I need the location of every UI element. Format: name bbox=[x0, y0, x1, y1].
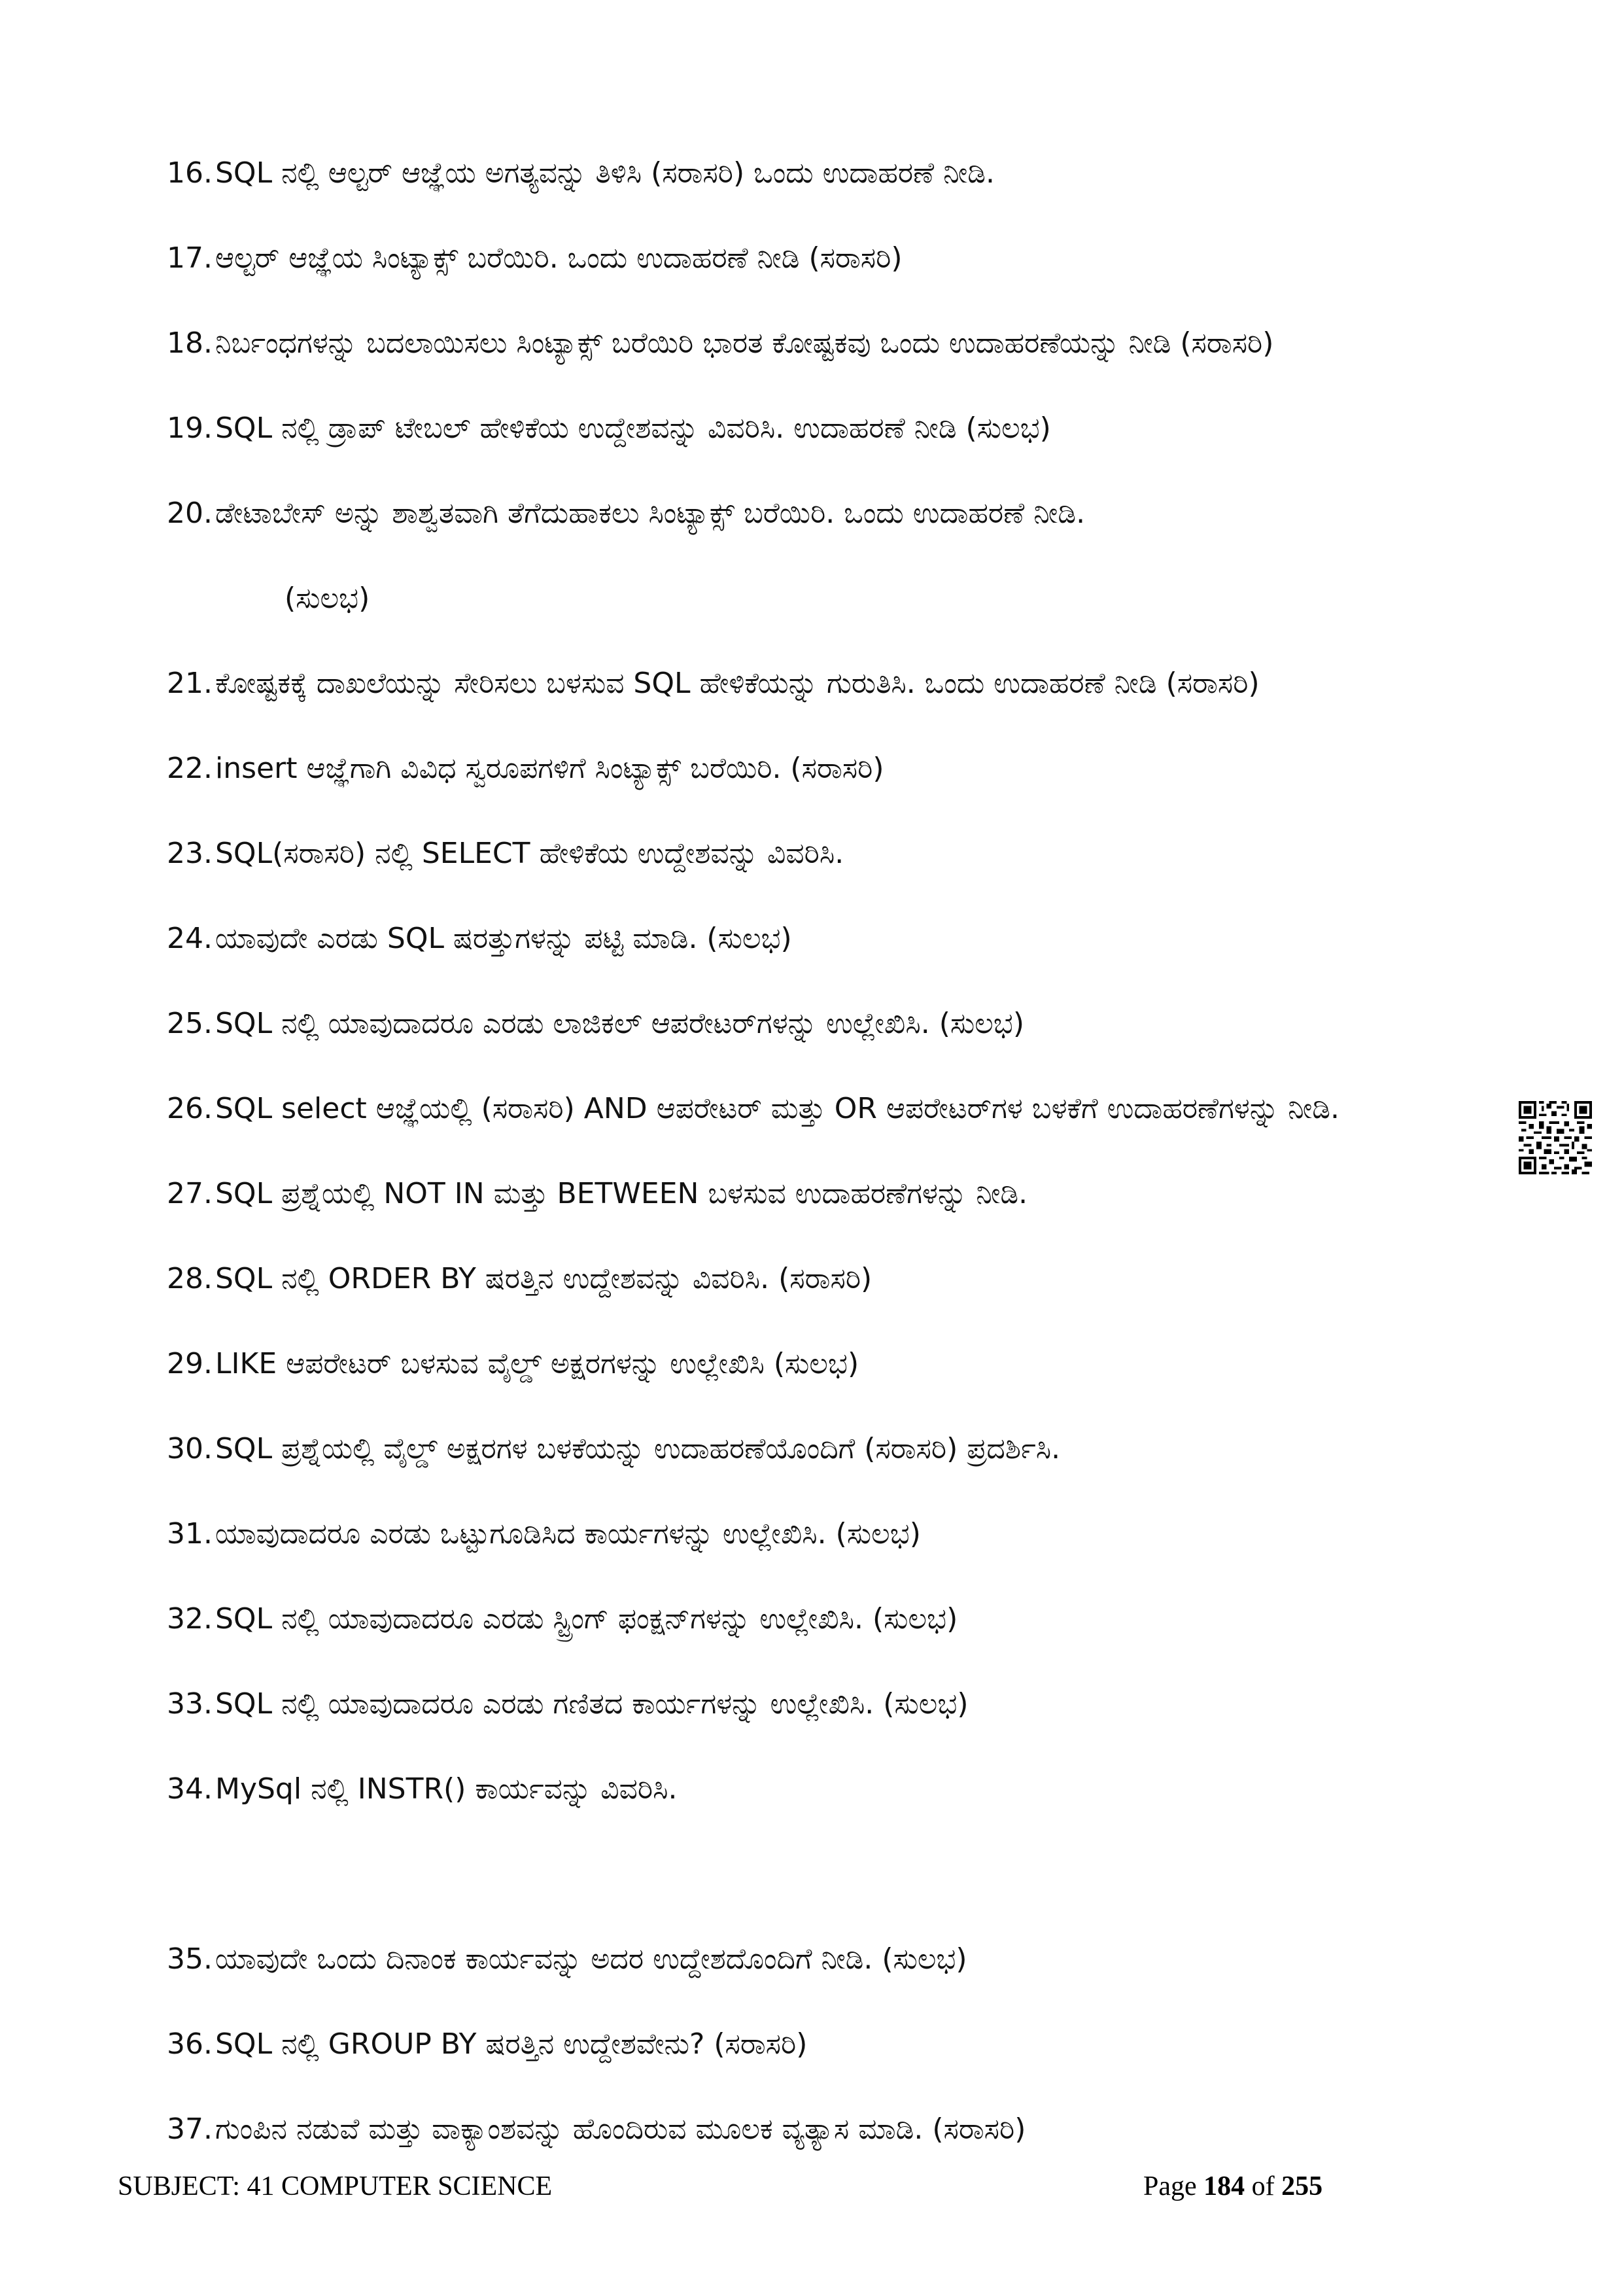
page-total: 255 bbox=[1281, 2171, 1323, 2201]
question-34 bbox=[167, 1770, 677, 1809]
question-text: SQL(ಸರಾಸರಿ) ನಲ್ಲಿ SELECT ಹೇಳಿಕೆಯ ಉದ್ದೇಶವನ್ನು ವಿವರಿಸಿ. bbox=[215, 837, 844, 870]
question-number: 34. bbox=[167, 1772, 213, 1806]
question-text: SQL ನಲ್ಲಿ ಯಾವುದಾದರೂ ಎರಡು ಗಣಿತದ ಕಾರ್ಯಗಳನ್ನು ಉಲ್ಲೇಖಿಸಿ. (ಸುಲಭ) bbox=[215, 1687, 969, 1721]
question-number: 22. bbox=[167, 752, 213, 785]
page-footer bbox=[118, 2171, 1624, 2210]
question-22 bbox=[167, 749, 884, 788]
question-29 bbox=[167, 1344, 859, 1384]
question-30 bbox=[167, 1429, 1060, 1469]
question-23 bbox=[167, 834, 844, 873]
question-text: SQL ನಲ್ಲಿ ORDER BY ಷರತ್ತಿನ ಉದ್ದೇಶವನ್ನು ವಿವರಿಸಿ. (ಸರಾಸರಿ) bbox=[215, 1262, 872, 1295]
question-text: MySql ನಲ್ಲಿ INSTR() ಕಾರ್ಯವನ್ನು ವಿವರಿಸಿ. bbox=[215, 1772, 678, 1806]
question-25 bbox=[167, 1004, 1024, 1043]
question-21 bbox=[167, 664, 1260, 703]
question-number: 19. bbox=[167, 412, 213, 445]
question-number: 25. bbox=[167, 1007, 213, 1040]
question-number: 35. bbox=[167, 1942, 213, 1976]
question-text: ಯಾವುದಾದರೂ ಎರಡು ಒಟ್ಟುಗೂಡಿಸಿದ ಕಾರ್ಯಗಳನ್ನು ಉಲ್ಲೇಖಿಸಿ. (ಸುಲಭ) bbox=[215, 1517, 921, 1550]
question-17 bbox=[167, 239, 903, 278]
question-26 bbox=[167, 1089, 1339, 1129]
question-text: ನಿರ್ಬಂಧಗಳನ್ನು ಬದಲಾಯಿಸಲು ಸಿಂಟ್ಯಾಕ್ಸ್ ಬರೆಯಿರಿ ಭಾರತ ಕೋಷ್ಟಕವು ಒಂದು ಉದಾಹರಣೆಯನ್ನು ನೀಡಿ (ಸರಾಸರಿ) bbox=[215, 326, 1274, 360]
question-text: ಕೋಷ್ಟಕಕ್ಕೆ ದಾಖಲೆಯನ್ನು ಸೇರಿಸಲು ಬಳಸುವ SQL ಹೇಳಿಕೆಯನ್ನು ಗುರುತಿಸಿ. ಒಂದು ಉದಾಹರಣೆ ನೀಡಿ (ಸರಾಸರಿ) bbox=[215, 667, 1260, 700]
question-32 bbox=[167, 1600, 958, 1639]
question-number: 26. bbox=[167, 1092, 213, 1125]
question-number: 17. bbox=[167, 241, 213, 275]
question-text: SQL ನಲ್ಲಿ ಆಲ್ಟರ್ ಆಜ್ಞೆಯ ಅಗತ್ಯವನ್ನು ತಿಳಿಸಿ (ಸರಾಸರಿ) ಒಂದು ಉದಾಹರಣೆ ನೀಡಿ. bbox=[215, 156, 995, 190]
question-number: 37. bbox=[167, 2112, 213, 2146]
question-number: 24. bbox=[167, 922, 213, 955]
question-37 bbox=[167, 2110, 1026, 2149]
question-24 bbox=[167, 919, 792, 958]
question-text: SQL select ಆಜ್ಞೆಯಲ್ಲಿ (ಸರಾಸರಿ) AND ಆಪರೇಟರ್ ಮತ್ತು OR ಆಪರೇಟರ್‌ಗಳ ಬಳಕೆಗೆ ಉದಾಹರಣೆಗಳನ್ನು ನೀಡಿ. bbox=[215, 1092, 1339, 1125]
question-number: 31. bbox=[167, 1517, 213, 1550]
page-of: of bbox=[1245, 2171, 1282, 2201]
question-35 bbox=[167, 1940, 967, 1979]
question-text: ಡೇಟಾಬೇಸ್ ಅನ್ನು ಶಾಶ್ವತವಾಗಿ ತೆಗೆದುಹಾಕಲು ಸಿಂಟ್ಯಾಕ್ಸ್ ಬರೆಯಿರಿ. ಒಂದು ಉದಾಹರಣೆ ನೀಡಿ. bbox=[215, 497, 1086, 530]
question-number: 27. bbox=[167, 1177, 213, 1210]
question-number: 28. bbox=[167, 1262, 213, 1295]
question-number: 21. bbox=[167, 667, 213, 700]
question-text: insert ಆಜ್ಞೆಗಾಗಿ ವಿವಿಧ ಸ್ವರೂಪಗಳಿಗೆ ಸಿಂಟ್ಯಾಕ್ಸ್ ಬರೆಯಿರಿ. (ಸರಾಸರಿ) bbox=[215, 752, 884, 785]
footer-subject: SUBJECT: 41 COMPUTER SCIENCE bbox=[118, 2171, 553, 2201]
question-number: 32. bbox=[167, 1602, 213, 1636]
question-text: SQL ನಲ್ಲಿ GROUP BY ಷರತ್ತಿನ ಉದ್ದೇಶವೇನು? (ಸರಾಸರಿ) bbox=[215, 2027, 808, 2061]
question-text: ಯಾವುದೇ ಎರಡು SQL ಷರತ್ತುಗಳನ್ನು ಪಟ್ಟಿ ಮಾಡಿ. (ಸುಲಭ) bbox=[215, 922, 792, 955]
question-31 bbox=[167, 1515, 921, 1554]
question-number: 36. bbox=[167, 2027, 213, 2061]
question-number: 33. bbox=[167, 1687, 213, 1721]
question-33 bbox=[167, 1685, 969, 1724]
question-19 bbox=[167, 409, 1051, 448]
question-text: SQL ಪ್ರಶ್ನೆಯಲ್ಲಿ ವೈಲ್ಡ್ ಅಕ್ಷರಗಳ ಬಳಕೆಯನ್ನು ಉದಾಹರಣೆಯೊಂದಿಗೆ (ಸರಾಸರಿ) ಪ್ರದರ್ಶಿಸಿ. bbox=[215, 1432, 1061, 1465]
question-20 bbox=[167, 494, 1085, 533]
qr-code-icon[interactable] bbox=[1519, 1101, 1592, 1174]
question-text: SQL ನಲ್ಲಿ ಯಾವುದಾದರೂ ಎರಡು ಸ್ಟ್ರಿಂಗ್ ಫಂಕ್ಷನ್‌ಗಳನ್ನು ಉಲ್ಲೇಖಿಸಿ. (ಸುಲಭ) bbox=[215, 1602, 958, 1636]
question-36 bbox=[167, 2025, 807, 2064]
question-text: SQL ನಲ್ಲಿ ಯಾವುದಾದರೂ ಎರಡು ಲಾಜಿಕಲ್ ಆಪರೇಟರ್‌ಗಳನ್ನು ಉಲ್ಲೇಖಿಸಿ. (ಸುಲಭ) bbox=[215, 1007, 1024, 1040]
question-number: 23. bbox=[167, 837, 213, 870]
question-number: 16. bbox=[167, 156, 213, 190]
question-number: 20. bbox=[167, 497, 213, 530]
question-text: LIKE ಆಪರೇಟರ್ ಬಳಸುವ ವೈಲ್ಡ್ ಅಕ್ಷರಗಳನ್ನು ಉಲ್ಲೇಖಿಸಿ (ಸುಲಭ) bbox=[215, 1347, 859, 1380]
question-number: 18. bbox=[167, 326, 213, 360]
question-number: 30. bbox=[167, 1432, 213, 1465]
question-27 bbox=[167, 1174, 1028, 1214]
question-text: SQL ಪ್ರಶ್ನೆಯಲ್ಲಿ NOT IN ಮತ್ತು BETWEEN ಬಳಸುವ ಉದಾಹರಣೆಗಳನ್ನು ನೀಡಿ. bbox=[215, 1177, 1028, 1210]
question-number: 29. bbox=[167, 1347, 213, 1380]
question-text: ಗುಂಪಿನ ನಡುವೆ ಮತ್ತು ವಾಕ್ಯಾಂಶವನ್ನು ಹೊಂದಿರುವ ಮೂಲಕ ವ್ಯತ್ಯಾಸ ಮಾಡಿ. (ಸರಾಸರಿ) bbox=[215, 2112, 1026, 2146]
page-prefix: Page bbox=[1143, 2171, 1204, 2201]
question-18 bbox=[167, 324, 1273, 363]
question-text: ಆಲ್ಟರ್ ಆಜ್ಞೆಯ ಸಿಂಟ್ಯಾಕ್ಸ್ ಬರೆಯಿರಿ. ಒಂದು ಉದಾಹರಣೆ ನೀಡಿ (ಸರಾಸರಿ) bbox=[215, 241, 903, 275]
question-text: ಯಾವುದೇ ಒಂದು ದಿನಾಂಕ ಕಾರ್ಯವನ್ನು ಅದರ ಉದ್ದೇಶದೊಂದಿಗೆ ನೀಡಿ. (ಸುಲಭ) bbox=[215, 1942, 967, 1976]
question-20-continuation: (ಸುಲಭ) bbox=[285, 582, 370, 615]
question-16 bbox=[167, 154, 995, 193]
question-text: SQL ನಲ್ಲಿ ಡ್ರಾಪ್ ಟೇಬಲ್ ಹೇಳಿಕೆಯ ಉದ್ದೇಶವನ್ನು ವಿವರಿಸಿ. ಉದಾಹರಣೆ ನೀಡಿ (ಸುಲಭ) bbox=[215, 412, 1051, 445]
question-28 bbox=[167, 1259, 872, 1299]
page-current: 184 bbox=[1203, 2171, 1245, 2201]
footer-page-number bbox=[1143, 2171, 1322, 2202]
